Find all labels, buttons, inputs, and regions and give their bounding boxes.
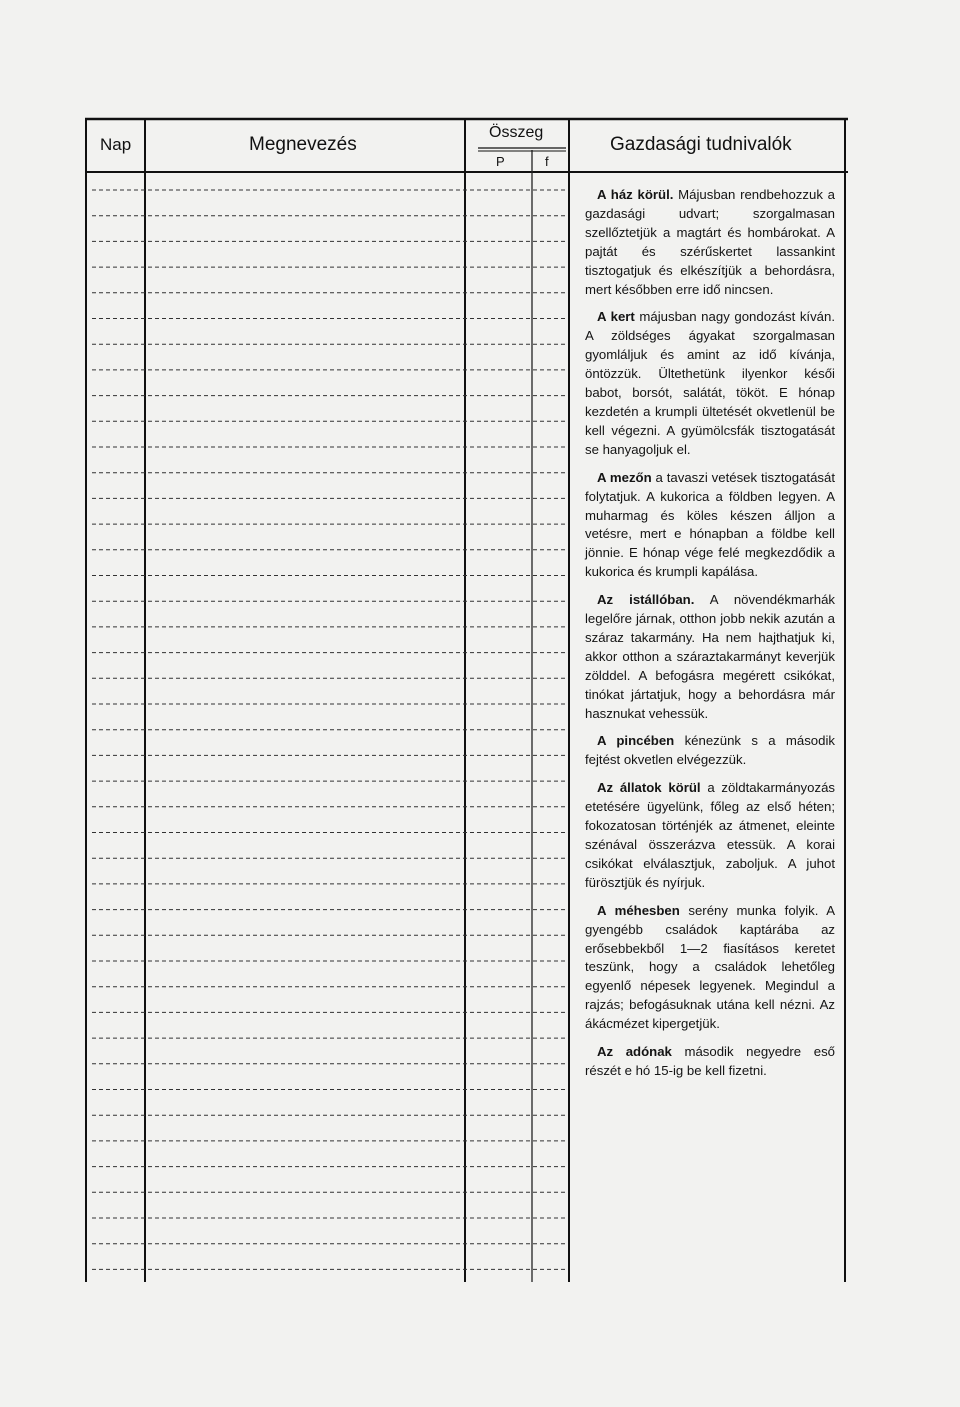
note-text: kénezünk s a második fejtést okvetlen elvégezzük. bbox=[585, 733, 835, 768]
note-paragraph bbox=[585, 186, 835, 299]
note-paragraph bbox=[585, 591, 835, 723]
note-paragraph bbox=[585, 732, 835, 770]
note-text: serény munka folyik. A gyengébb családok kaptárába az erősebbekből 1—2 fiasításos keretet teszünk, hogy a családok lehetőleg egyenlő népesek legyenek. Megindul a rajzás; befogásuknak utána kell nézni. Az ákácmézet kipergetjük. bbox=[585, 902, 835, 1032]
header-p: P bbox=[496, 154, 505, 169]
note-paragraph bbox=[585, 1043, 835, 1081]
header-megnevezes: Megnevezés bbox=[249, 134, 357, 155]
note-text: második negyedre eső részét e hó 15-ig be kell fizetni. bbox=[585, 1044, 835, 1078]
note-text: a zöldtakarmányozás etetésére ügyelünk, főleg az első héten; fokozatosan történjék az átmenet, eleinte szénával összerázva etessük. A korai csikókat elválasztjuk, zaboljuk. A juhot fürösztjük és nyírjuk. bbox=[585, 780, 835, 890]
note-lead: A pincében bbox=[597, 733, 675, 749]
note-lead: A méhesben bbox=[597, 902, 680, 918]
note-text: A növendékmarhák legelőre járnak, otthon jobb nekik azután a száraz takarmány. Ha nem hajthatjuk ki, akkor otthon a száraztakarmányt keverjük zölddel. A befogásra megérett csikókat, tinókat jártatjuk, hogy a behordásra már hasznukat vehessük. bbox=[585, 592, 835, 721]
note-paragraph bbox=[585, 308, 835, 459]
note-text: a tavaszi vetések tisztogatását folytatjuk. A kukorica a földben legyen. A muharmag és köles készen álljon a vetésre, mert e hónapban a földbe kell jönnie. E hónap vége felé megkezdődik a kukorica és krumpli kapálása. bbox=[585, 469, 835, 580]
note-paragraph bbox=[585, 779, 835, 892]
note-text: Májusban rendbehozzuk a gazdasági udvart; szorgalmasan szellőztetjük a magtárt és hombárokat. A pajtát és szérűskertet lassankint tisztogatjuk és elkészítjük a behordásra, mert későbben erre idő nincsen. bbox=[585, 187, 835, 297]
note-text: májusban nagy gondozást kíván. A zöldséges ágyakat szorgalmasan gyomláljuk és amint az idő kívánja, öntözzük. Ültethetünk ilyenkor késői babot, borsót, salátát, tököt. E hónap kezdetén a krumpli ültetését okvetlenül be kell végezni. A gyümölcsfák tisztogatását se hanyagoljuk el. bbox=[585, 309, 836, 457]
note-paragraph bbox=[585, 469, 835, 582]
note-lead: Az adónak bbox=[597, 1044, 672, 1060]
header-f: f bbox=[545, 154, 549, 169]
note-lead: A mezőn bbox=[597, 469, 652, 485]
header-nap: Nap bbox=[100, 135, 132, 154]
header-gazdasagi-tudnivalok: Gazdasági tudnivalók bbox=[610, 134, 792, 155]
note-paragraph bbox=[585, 902, 835, 1034]
note-lead: A kert bbox=[597, 309, 635, 325]
header-osszeg: Összeg bbox=[489, 124, 544, 141]
note-lead: Az istállóban. bbox=[597, 592, 695, 608]
note-lead: A ház körül. bbox=[597, 187, 674, 202]
farming-notes bbox=[585, 186, 835, 1090]
note-lead: Az állatok körül bbox=[597, 780, 701, 796]
ledger-row-lines bbox=[92, 190, 566, 1269]
